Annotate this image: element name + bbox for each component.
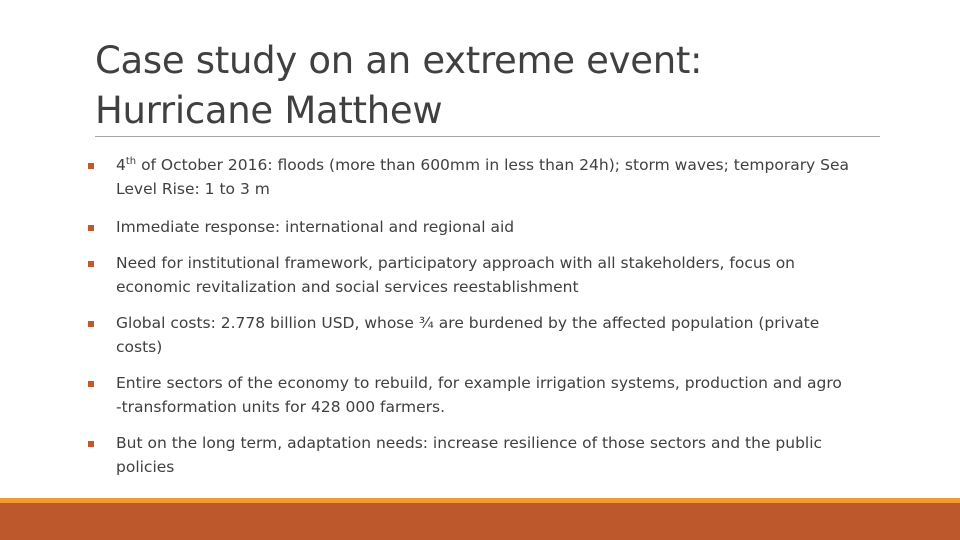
bullet-square-icon <box>88 153 116 201</box>
slide-title-line-1: Case study on an extreme event: <box>95 39 703 82</box>
bullet-item-1 <box>88 153 888 201</box>
slide-title <box>95 36 875 136</box>
bullet-text-3: Need for institutional framework, participatory approach with all stakeholders, focus on economic revitalization and social services reestablishment <box>116 254 796 296</box>
title-divider <box>95 136 880 137</box>
bullet-item-4 <box>88 311 888 359</box>
bullet-text-5: Entire sectors of the economy to rebuild, for example irrigation systems, production and agro -transformation units for 428 000 farmers. <box>116 374 842 416</box>
bullet-text-4: Global costs: 2.778 billion USD, whose ¾ are burdened by the affected population (private costs) <box>116 314 820 356</box>
bullet-square-icon <box>88 431 116 479</box>
bullet-square-icon <box>88 371 116 419</box>
footer-band <box>0 503 960 540</box>
bullet-square-icon <box>88 215 116 239</box>
bullet-text-1-body: of October 2016: floods (more than 600mm in less than 24h); storm waves; temporary Sea Level Rise: 1 to 3 m <box>116 156 850 198</box>
bullet-item-3 <box>88 251 888 299</box>
bullet-square-icon <box>88 251 116 299</box>
bullet-square-icon <box>88 311 116 359</box>
bullet-text-6: But on the long term, adaptation needs: increase resilience of those sectors and the public policies <box>116 434 823 476</box>
bullet-item-5 <box>88 371 888 419</box>
bullet-text-1 <box>116 153 888 201</box>
slide-title-line-2: Hurricane Matthew <box>95 89 443 132</box>
bullet-text-1-superscript: th <box>125 155 137 167</box>
bullet-text-2: Immediate response: international and regional aid <box>116 218 515 236</box>
bullet-item-2 <box>88 215 888 239</box>
bullet-text-1-prefix: 4 <box>116 156 126 174</box>
bullet-item-6 <box>88 431 888 479</box>
